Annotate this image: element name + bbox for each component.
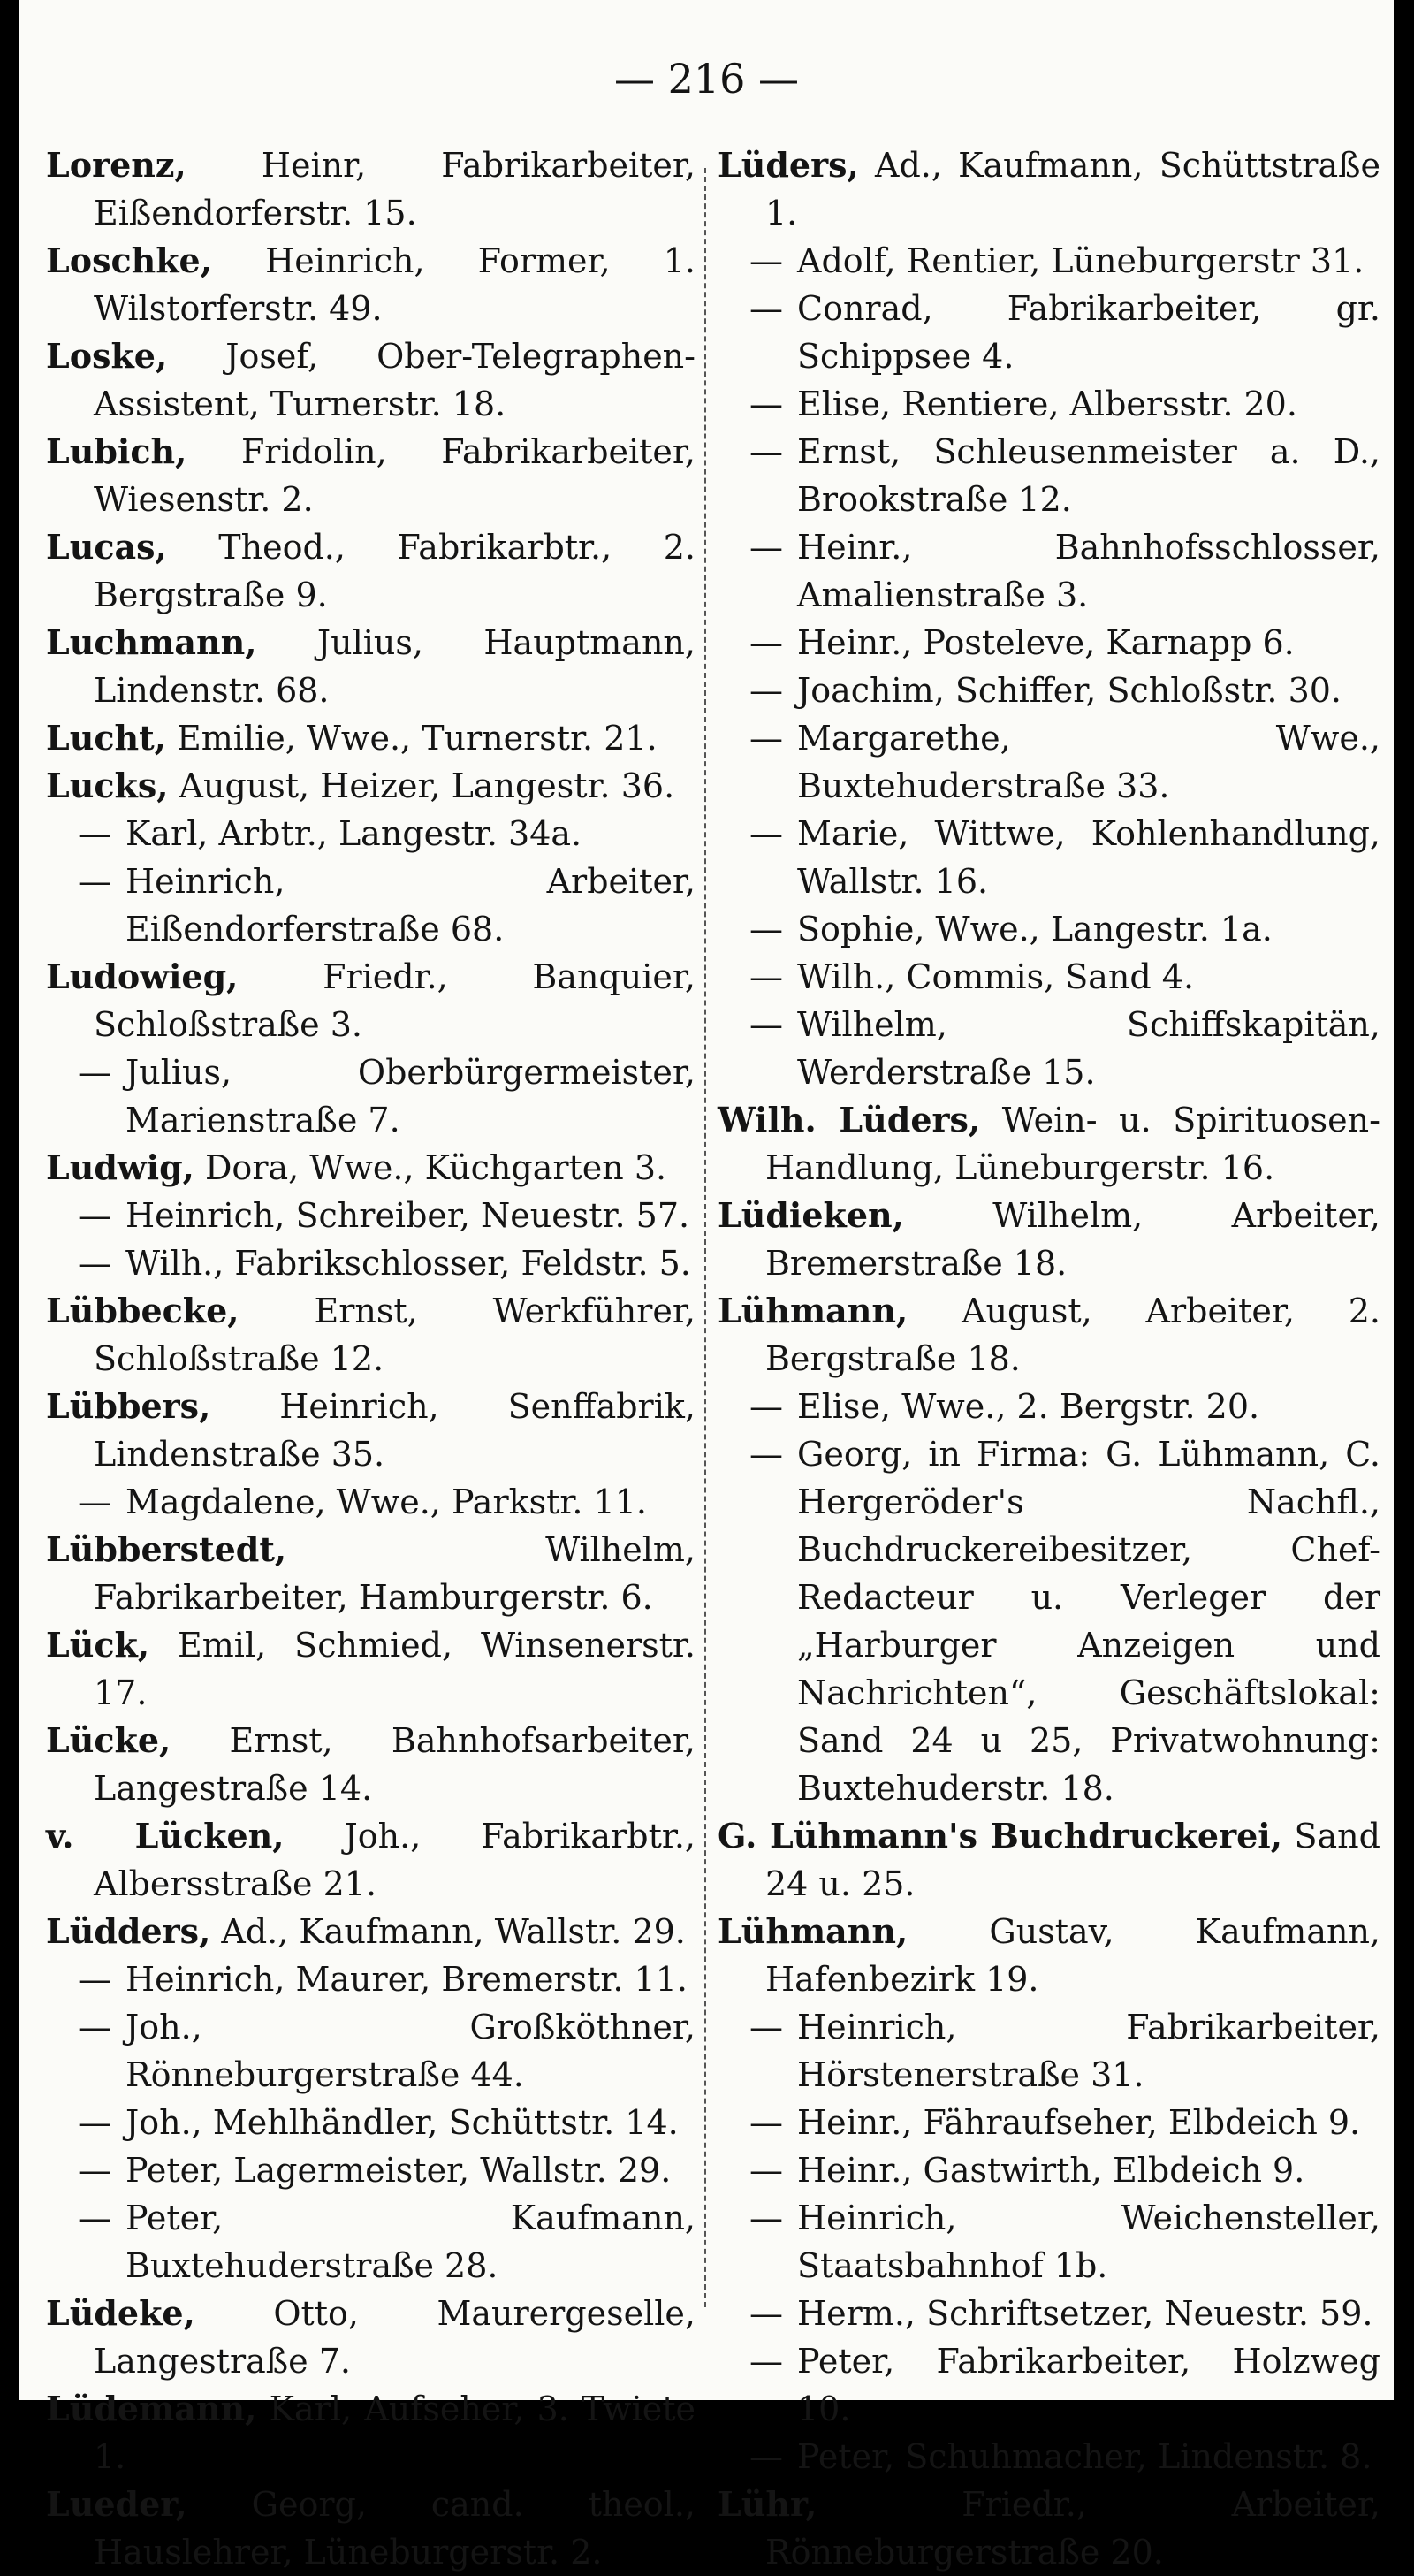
entry-details: Ernst, Bahnhofsarbeiter, Langestraße 14. xyxy=(94,1721,696,1808)
entry-details: Peter, Fabrikarbeiter, Holzweg 10. xyxy=(797,2342,1380,2428)
ditto-dash: — xyxy=(78,1053,111,1092)
ditto-dash: — xyxy=(78,1482,111,1521)
entry-details: Wilhelm, Schiffskapitän, Werderstraße 15. xyxy=(797,1005,1380,1092)
entry-details: Fridolin, Fabrikarbeiter, Wiesenstr. 2. xyxy=(94,432,696,519)
ditto-dash: — xyxy=(749,2199,783,2237)
entry-details: Margarethe, Wwe., Buxtehuderstraße 33. xyxy=(797,719,1380,805)
directory-entry xyxy=(46,2146,696,2194)
ditto-dash: — xyxy=(749,289,783,328)
entry-surname: Loschke, xyxy=(46,240,212,280)
entry-surname: Ludowieg, xyxy=(46,956,239,996)
directory-entry xyxy=(46,2385,696,2481)
ditto-dash: — xyxy=(749,1435,783,1474)
entry-details: Theod., Fabrikarbtr., 2. Bergstraße 9. xyxy=(94,528,696,614)
directory-entry xyxy=(46,619,696,714)
directory-entry xyxy=(46,2290,696,2385)
entry-surname: Lübberstedt, xyxy=(46,1529,287,1569)
entry-details: Sophie, Wwe., Langestr. 1a. xyxy=(797,910,1273,949)
entry-details: Heinrich, Senffabrik, Lindenstraße 35. xyxy=(94,1387,696,1474)
directory-entry xyxy=(718,953,1380,1001)
ditto-dash: — xyxy=(749,2437,783,2476)
entry-details: Joachim, Schiffer, Schloßstr. 30. xyxy=(797,671,1342,710)
entry-details: Karl, Aufseher, 3. Twiete 1. xyxy=(94,2389,696,2476)
ditto-dash: — xyxy=(78,2103,111,2142)
entry-details: Heinrich, Fabrikarbeiter, Hörstenerstraße 31. xyxy=(797,2008,1380,2094)
directory-entry xyxy=(46,1239,696,1287)
ditto-dash: — xyxy=(749,2008,783,2046)
entry-surname: Lück, xyxy=(46,1625,150,1665)
entry-details: Sand 24 u. 25. xyxy=(765,1817,1380,1903)
directory-entry xyxy=(718,523,1380,619)
directory-entry xyxy=(718,2337,1380,2433)
directory-entry xyxy=(718,1383,1380,1430)
directory-entry xyxy=(718,2433,1380,2481)
entry-details: Magdalene, Wwe., Parkstr. 11. xyxy=(125,1482,648,1521)
ditto-dash: — xyxy=(749,910,783,949)
entry-details: Joh., Fabrikarbtr., Albersstraße 21. xyxy=(94,1817,696,1903)
ditto-dash: — xyxy=(78,2008,111,2046)
directory-entry xyxy=(718,285,1380,380)
entry-surname: G. Lühmann's Buchdruckerei, xyxy=(718,1816,1282,1856)
directory-entry xyxy=(718,141,1380,237)
entry-details: Heinr., Gastwirth, Elbdeich 9. xyxy=(797,2151,1305,2190)
entry-details: Heinrich, Arbeiter, Eißendorferstraße 68. xyxy=(125,862,696,949)
directory-entry xyxy=(46,857,696,953)
directory-entry xyxy=(46,1287,696,1383)
directory-entry xyxy=(46,523,696,619)
entry-details: Georg, cand. theol., Hauslehrer, Lüneburgerstr. 2. xyxy=(94,2485,696,2572)
ditto-dash: — xyxy=(749,1387,783,1426)
directory-entry xyxy=(46,1526,696,1621)
entry-details: Heinrich, Former, 1. Wilstorferstr. 49. xyxy=(94,241,696,328)
entry-details: Joh., Großköthner, Rönneburgerstraße 44. xyxy=(125,2008,696,2094)
entry-surname: v. Lücken, xyxy=(46,1816,285,1856)
ditto-dash: — xyxy=(749,2103,783,2142)
ditto-dash: — xyxy=(749,671,783,710)
entry-details: Heinr, Fabrikarbeiter, Eißendorferstr. 15. xyxy=(94,146,696,232)
ditto-dash: — xyxy=(749,1005,783,1044)
entry-details: Wilhelm, Arbeiter, Bremerstraße 18. xyxy=(765,1196,1380,1283)
directory-entry xyxy=(46,1621,696,1717)
directory-entry xyxy=(718,2290,1380,2337)
entry-surname: Lübbecke, xyxy=(46,1291,239,1330)
entry-details: Emilie, Wwe., Turnerstr. 21. xyxy=(177,719,658,758)
directory-entry xyxy=(46,1144,696,1192)
directory-entry xyxy=(718,619,1380,667)
entry-surname: Lubich, xyxy=(46,431,187,471)
right-column xyxy=(718,141,1380,2576)
entry-details: Emil, Schmied, Winsenerstr. 17. xyxy=(94,1626,696,1712)
entry-surname: Loske, xyxy=(46,336,168,376)
directory-entry xyxy=(718,2194,1380,2290)
ditto-dash: — xyxy=(749,2151,783,2190)
directory-entry xyxy=(46,1048,696,1144)
entry-details: Wilhelm, Fabrikarbeiter, Hamburgerstr. 6. xyxy=(94,1530,696,1617)
directory-entry xyxy=(718,1812,1380,1908)
entry-details: Peter, Schuhmacher, Lindenstr. 8. xyxy=(797,2437,1372,2476)
entry-details: Ernst, Werkführer, Schloßstraße 12. xyxy=(94,1292,696,1378)
entry-details: Elise, Wwe., 2. Bergstr. 20. xyxy=(797,1387,1260,1426)
directory-entry xyxy=(46,428,696,523)
ditto-dash: — xyxy=(78,814,111,853)
directory-entry xyxy=(718,2481,1380,2576)
directory-entry xyxy=(46,2099,696,2146)
directory-entry xyxy=(718,905,1380,953)
entry-surname: Lorenz, xyxy=(46,145,186,185)
directory-entry xyxy=(718,714,1380,810)
directory-entry xyxy=(46,714,696,762)
entry-surname: Lueder, xyxy=(46,2484,187,2524)
ditto-dash: — xyxy=(749,2294,783,2333)
entry-details: Conrad, Fabrikarbeiter, gr. Schippsee 4. xyxy=(797,289,1380,376)
directory-page xyxy=(19,0,1394,2572)
directory-entry xyxy=(718,237,1380,285)
entry-surname: Lücke, xyxy=(46,1720,171,1760)
ditto-dash: — xyxy=(78,2151,111,2190)
ditto-dash: — xyxy=(78,1244,111,1283)
ditto-dash: — xyxy=(749,623,783,662)
entry-surname: Lüdemann, xyxy=(46,2389,257,2428)
directory-entry xyxy=(46,1955,696,2003)
directory-entry xyxy=(718,810,1380,905)
entry-surname: Lüders, xyxy=(718,145,859,185)
entry-details: Heinrich, Maurer, Bremerstr. 11. xyxy=(125,1960,688,1999)
entry-details: Wilh., Fabrikschlosser, Feldstr. 5. xyxy=(125,1244,691,1283)
entry-details: Julius, Oberbürgermeister, Marienstraße 7. xyxy=(125,1053,696,1139)
entry-details: Friedr., Arbeiter, Rönneburgerstraße 20. xyxy=(765,2485,1380,2572)
directory-entry xyxy=(718,1001,1380,1096)
entry-surname: Lübbers, xyxy=(46,1386,211,1426)
entry-details: Joh., Mehlhändler, Schüttstr. 14. xyxy=(125,2103,679,2142)
ditto-dash: — xyxy=(749,719,783,758)
directory-entry xyxy=(46,2003,696,2099)
directory-entry xyxy=(718,1908,1380,2003)
directory-entry xyxy=(46,237,696,332)
directory-entry xyxy=(46,810,696,857)
directory-entry xyxy=(46,1192,696,1239)
left-column xyxy=(46,141,696,2576)
entry-details: August, Heizer, Langestr. 36. xyxy=(179,766,675,805)
directory-entry xyxy=(46,332,696,428)
directory-entry xyxy=(46,1908,696,1955)
directory-entry xyxy=(718,2146,1380,2194)
entry-details: Otto, Maurergeselle, Langestraße 7. xyxy=(94,2294,696,2381)
ditto-dash: — xyxy=(78,2199,111,2237)
entry-details: Elise, Rentiere, Albersstr. 20. xyxy=(797,385,1297,423)
ditto-dash: — xyxy=(78,1960,111,1999)
directory-entry xyxy=(46,953,696,1048)
entry-details: Heinrich, Schreiber, Neuestr. 57. xyxy=(125,1196,690,1235)
entry-surname: Lüdieken, xyxy=(718,1195,904,1235)
directory-entry xyxy=(46,1478,696,1526)
entry-surname: Lühmann, xyxy=(718,1291,908,1330)
ditto-dash: — xyxy=(78,862,111,901)
directory-entry xyxy=(718,1192,1380,1287)
directory-entry xyxy=(718,2099,1380,2146)
entry-surname: Lühr, xyxy=(718,2484,817,2524)
ditto-dash: — xyxy=(749,241,783,280)
page-number: — 216 — xyxy=(613,55,800,103)
directory-entry xyxy=(46,1812,696,1908)
entry-details: Georg, in Firma: G. Lühmann, C. Hergeröder's Nachfl., Buchdruckereibesitzer, Chef-Redacteur u. Verleger der „Harburger Anzeigen und Nachrichten“, Geschäftslokal: Sand 24 u 25, Privatwohnung: Buxtehuderstr. 18. xyxy=(797,1435,1380,1808)
ditto-dash: — xyxy=(749,432,783,471)
entry-surname: Lüdeke, xyxy=(46,2293,195,2333)
ditto-dash: — xyxy=(78,1196,111,1235)
entry-details: Karl, Arbtr., Langestr. 34a. xyxy=(125,814,582,853)
directory-entry xyxy=(46,141,696,237)
entry-details: Ernst, Schleusenmeister a. D., Brookstraße 12. xyxy=(797,432,1380,519)
entry-details: Gustav, Kaufmann, Hafenbezirk 19. xyxy=(765,1912,1380,1999)
directory-entry xyxy=(718,1096,1380,1192)
entry-details: Wilh., Commis, Sand 4. xyxy=(797,957,1195,996)
directory-entry xyxy=(718,1430,1380,1812)
entry-surname: Lüdders, xyxy=(46,1911,211,1951)
entry-details: Dora, Wwe., Küchgarten 3. xyxy=(204,1148,667,1187)
entry-details: Heinr., Fähraufseher, Elbdeich 9. xyxy=(797,2103,1361,2142)
entry-details: Julius, Hauptmann, Lindenstr. 68. xyxy=(94,623,696,710)
directory-entry xyxy=(718,428,1380,523)
directory-entry xyxy=(46,2194,696,2290)
directory-entry xyxy=(718,667,1380,714)
entry-surname: Lucht, xyxy=(46,718,166,758)
directory-entry xyxy=(46,762,696,810)
entry-surname: Lucks, xyxy=(46,766,169,805)
entry-details: August, Arbeiter, 2. Bergstraße 18. xyxy=(765,1292,1380,1378)
entry-details: Ad., Kaufmann, Wallstr. 29. xyxy=(221,1912,686,1951)
entry-details: Heinr., Posteleve, Karnapp 6. xyxy=(797,623,1295,662)
ditto-dash: — xyxy=(749,528,783,567)
ditto-dash: — xyxy=(749,957,783,996)
entry-details: Peter, Lagermeister, Wallstr. 29. xyxy=(125,2151,672,2190)
entry-details: Friedr., Banquier, Schloßstraße 3. xyxy=(94,957,696,1044)
directory-entry xyxy=(718,1287,1380,1383)
entry-details: Heinrich, Weichensteller, Staatsbahnhof 1b. xyxy=(797,2199,1380,2285)
directory-entry xyxy=(46,2481,696,2576)
ditto-dash: — xyxy=(749,2342,783,2381)
entry-surname: Luchmann, xyxy=(46,622,257,662)
entry-details: Marie, Wittwe, Kohlenhandlung, Wallstr. 16. xyxy=(797,814,1380,901)
directory-entry xyxy=(718,380,1380,428)
entry-details: Adolf, Rentier, Lüneburgerstr 31. xyxy=(797,241,1365,280)
entry-surname: Wilh. Lüders, xyxy=(718,1100,981,1139)
entry-surname: Ludwig, xyxy=(46,1147,194,1187)
entry-surname: Lucas, xyxy=(46,527,167,567)
column-divider xyxy=(704,168,706,2307)
entry-details: Herm., Schriftsetzer, Neuestr. 59. xyxy=(797,2294,1373,2333)
entry-details: Ad., Kaufmann, Schüttstraße 1. xyxy=(765,146,1380,232)
directory-entry xyxy=(46,1383,696,1478)
entry-details: Wein- u. Spirituosen-Handlung, Lüneburgerstr. 16. xyxy=(765,1101,1380,1187)
entry-details: Peter, Kaufmann, Buxtehuderstraße 28. xyxy=(125,2199,696,2285)
entry-details: Heinr., Bahnhofsschlosser, Amalienstraße 3. xyxy=(797,528,1380,614)
directory-entry xyxy=(718,2003,1380,2099)
ditto-dash: — xyxy=(749,814,783,853)
ditto-dash: — xyxy=(749,385,783,423)
directory-entry xyxy=(46,1717,696,1812)
entry-surname: Lühmann, xyxy=(718,1911,908,1951)
entry-details: Josef, Ober-Telegraphen-Assistent, Turnerstr. 18. xyxy=(94,337,696,423)
